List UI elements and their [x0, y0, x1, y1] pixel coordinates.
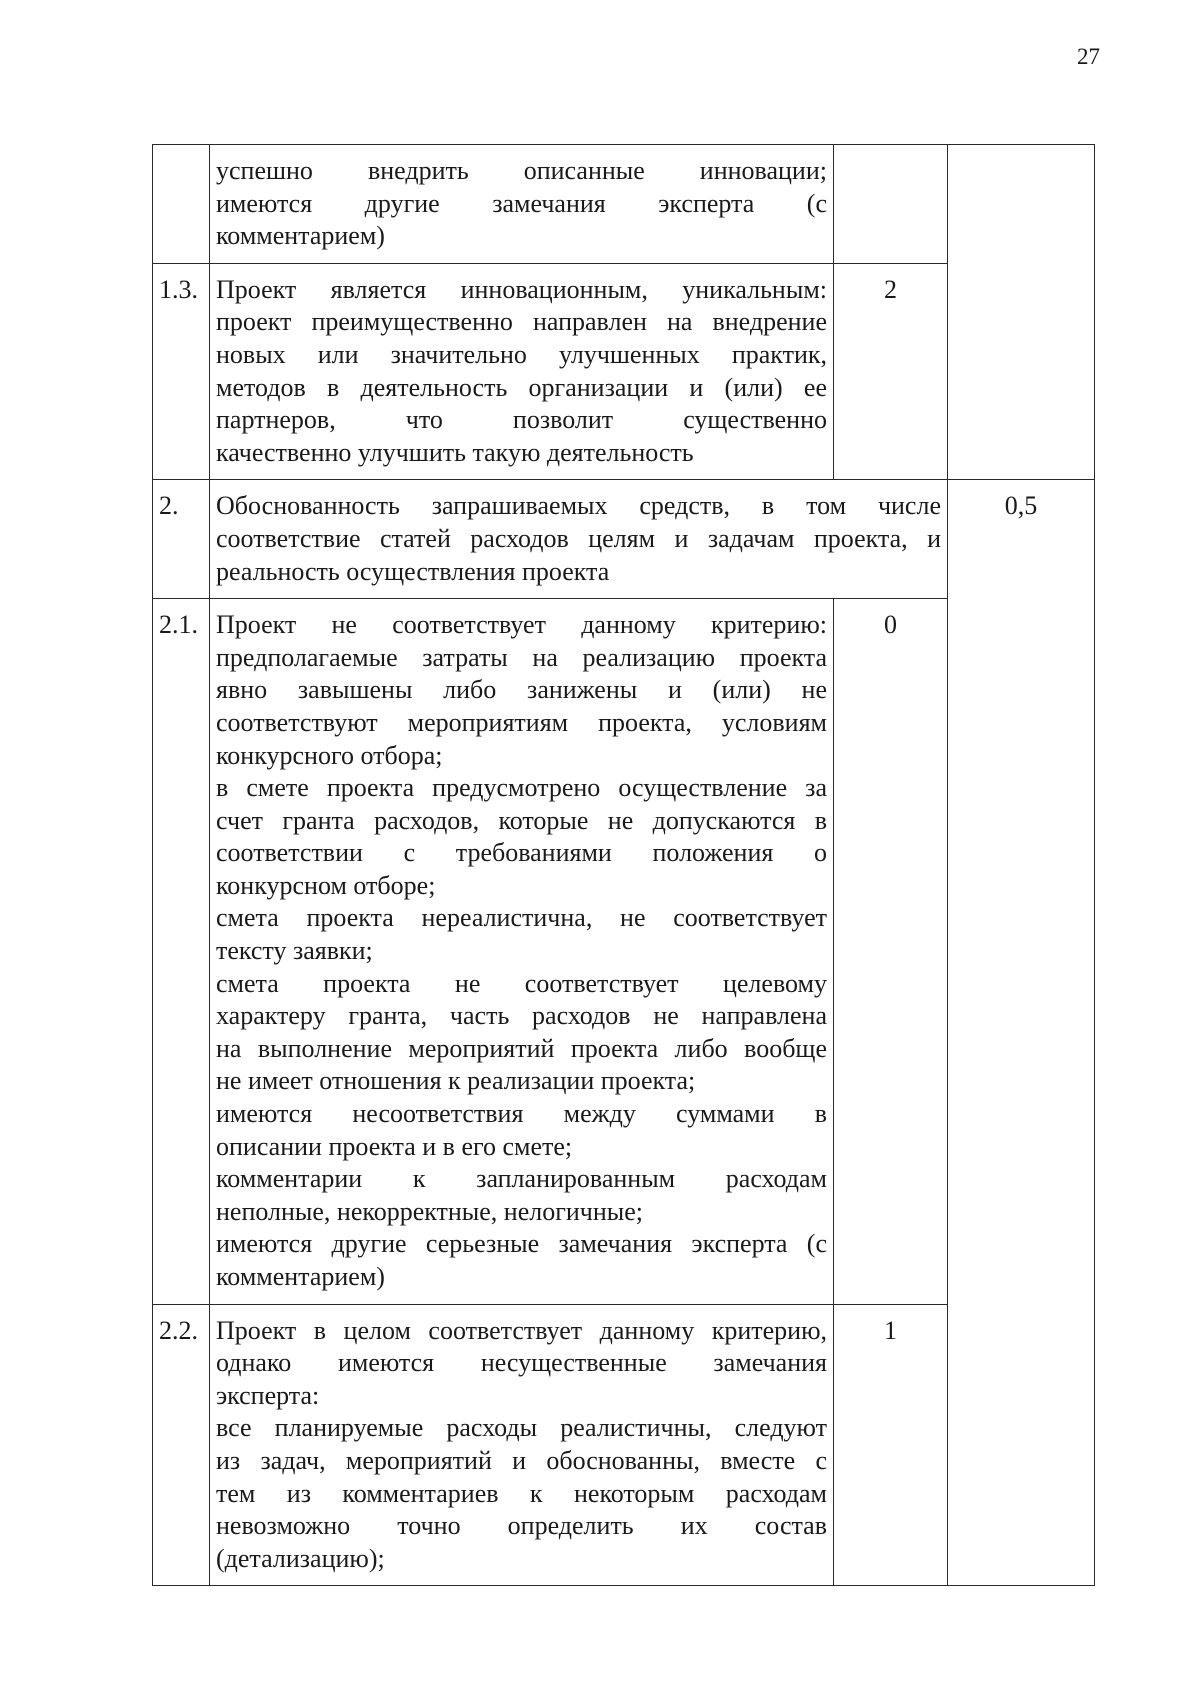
- text-line: не имеет отношения к реализации проекта;: [216, 1066, 696, 1096]
- text-line: имеются другие серьезные замечания эксперта (с: [216, 1229, 827, 1259]
- text-line: Обоснованность запрашиваемых средств, в том числе: [216, 491, 941, 521]
- criterion-weight: 0,5: [948, 480, 1095, 1586]
- text-line: соответствие статей расходов целям и задачам проекта, и: [216, 523, 941, 553]
- row-text: [210, 1304, 834, 1586]
- row-score: 1: [834, 1304, 948, 1586]
- text-line: комментарием): [216, 221, 385, 251]
- row-score: 0: [834, 599, 948, 1304]
- text-line: успешно внедрить описанные инновации;: [216, 156, 827, 185]
- text-line: конкурсного отбора;: [216, 740, 443, 770]
- text-line: характеру гранта, часть расходов не направлена: [216, 1001, 827, 1031]
- text-line: (детализацию);: [216, 1543, 385, 1573]
- text-line: однако имеются несущественные замечания: [216, 1348, 827, 1378]
- text-line: соответствуют мероприятиям проекта, условиям: [216, 707, 827, 737]
- text-line: счет гранта расходов, которые не допускаются в: [216, 805, 827, 835]
- text-line: тем из комментариев к некоторым расходам: [216, 1478, 827, 1508]
- text-line: комментарии к запланированным расходам: [216, 1164, 827, 1194]
- text-line: описании проекта и в его смете;: [216, 1131, 573, 1161]
- text-line: в смете проекта предусмотрено осуществление за: [216, 773, 827, 803]
- text-line: комментарием): [216, 1262, 385, 1291]
- text-line: реальность осуществления проекта: [216, 556, 610, 586]
- criteria-table: [152, 144, 1095, 1586]
- text-line: проект преимущественно направлен на внедрение: [216, 307, 827, 337]
- page-number: 27: [1077, 44, 1100, 69]
- row-text: [210, 145, 834, 264]
- row-number: 1.3.: [153, 263, 210, 480]
- text-line: методов в деятельность организации и (или) ее: [216, 372, 827, 402]
- row-number: [153, 145, 210, 264]
- text-line: все планируемые расходы реалистичны, следуют: [216, 1413, 827, 1443]
- text-line: смета проекта нереалистична, не соответствует: [216, 903, 827, 933]
- text-line: имеются другие замечания эксперта (с: [216, 188, 827, 218]
- text-line: эксперта:: [216, 1380, 320, 1410]
- text-line: предполагаемые затраты на реализацию проекта: [216, 642, 827, 672]
- text-line: на выполнение мероприятий проекта либо вообще: [216, 1033, 827, 1063]
- row-score: 2: [834, 263, 948, 480]
- row-number: 2.2.: [153, 1304, 210, 1586]
- text-line: тексту заявки;: [216, 936, 373, 966]
- text-line: смета проекта не соответствует целевому: [216, 968, 827, 998]
- text-line: качественно улучшить такую деятельность: [216, 437, 694, 467]
- text-line: явно завышены либо занижены и (или) не: [216, 675, 827, 705]
- text-line: Проект не соответствует данному критерию:: [216, 610, 827, 640]
- text-line: партнеров, что позволит существенно: [216, 405, 827, 435]
- text-line: Проект в целом соответствует данному критерию,: [216, 1315, 827, 1345]
- table-row: [153, 480, 1095, 599]
- text-line: соответствии с требованиями положения о: [216, 838, 827, 868]
- criterion-text: [210, 480, 948, 599]
- row-number: 2.: [153, 480, 210, 599]
- weight-cell-empty: [948, 145, 1095, 480]
- text-line: Проект является инновационным, уникальным:: [216, 274, 827, 304]
- text-line: конкурсном отборе;: [216, 870, 436, 900]
- text-line: имеются несоответствия между суммами в: [216, 1099, 827, 1129]
- row-number: 2.1.: [153, 599, 210, 1304]
- row-score: [834, 145, 948, 264]
- text-line: невозможно точно определить их состав: [216, 1511, 827, 1541]
- row-text: [210, 263, 834, 480]
- row-text: [210, 599, 834, 1304]
- table-row: [153, 145, 1095, 264]
- text-line: новых или значительно улучшенных практик,: [216, 339, 827, 369]
- text-line: неполные, некорректные, нелогичные;: [216, 1196, 644, 1226]
- text-line: из задач, мероприятий и обоснованны, вместе с: [216, 1445, 827, 1475]
